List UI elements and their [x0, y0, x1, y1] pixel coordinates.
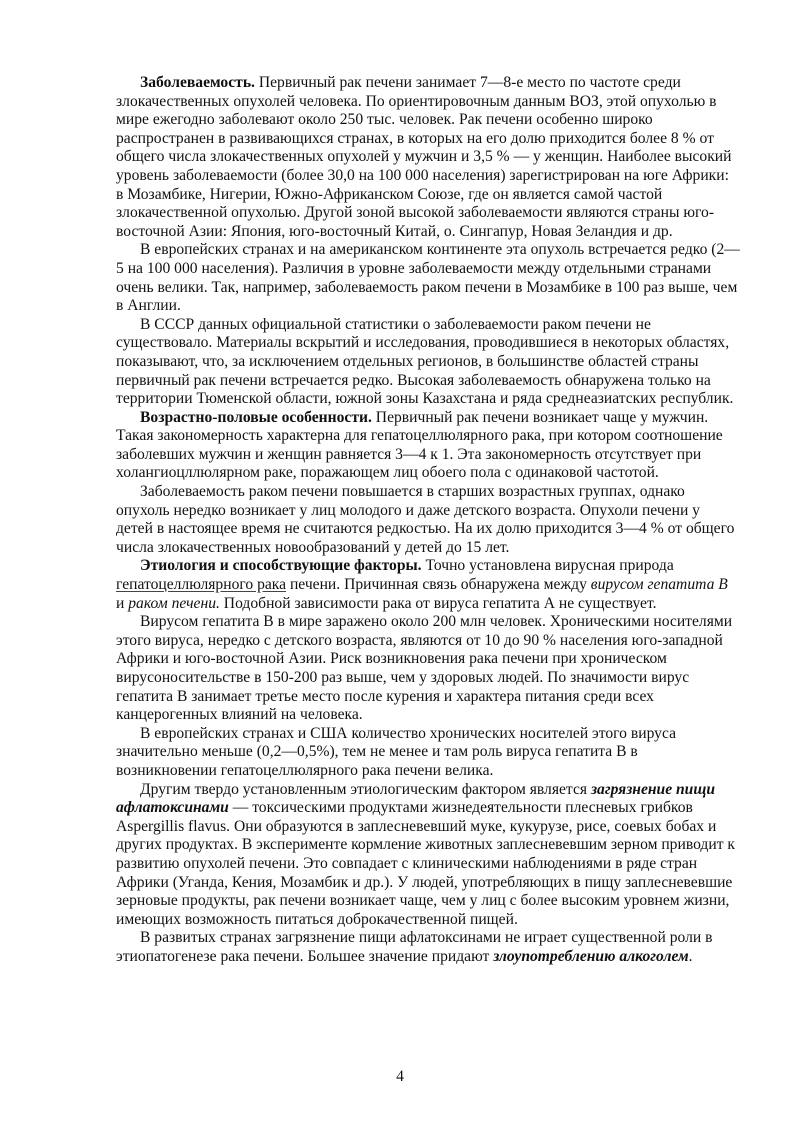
- paragraph-text: и: [116, 594, 129, 612]
- heading-age-sex: Возрастно-половые особенности.: [140, 408, 372, 426]
- paragraph-text: Первичный рак печени занимает 7—8-е место по частоте среди злокачественных опухолей человека. По ориентировочным данным ВОЗ, этой опухолью в мире ежегодно заболевают около 250 тыс. человек. Рак печени особенно широко распространен в развивающихся странах, в которых на его долю приходится более 8 % от общего числа злокачественных опухолей у мужчин и 3,5 % — у женщин. Наиболее высокий уровень заболеваемости (более 30,0 на 100 000 населения) зарегистрирован на юге Африки: в Мозамбике, Нигерии, Южно-Африканском Союзе, где он является самой частой злокачественной опухолью. Другой зоной высокой заболеваемости являются страны юго-восточной Азии: Япония, юго-восточный Китай, о. Сингапур, Новая Зеландия и др.: [116, 74, 732, 240]
- paragraph-text: печени. Причинная связь обнаружена между: [286, 576, 591, 594]
- paragraph-developed-countries: [116, 929, 740, 966]
- paragraph-text: Другим твердо установленным этиологическим фактором является: [140, 780, 591, 798]
- heading-etiology: Этиология и способствующие факторы.: [140, 557, 422, 575]
- paragraph-text: Заболеваемость раком печени повышается в старших возрастных группах, однако опухоль нередко возникает у лиц молодого и даже детского возраста. Опухоли печени у детей в настоящее время не считаются редкостью. На их долю приходится 3—4 % от общего числа злокачественных новообразований у детей до 15 лет.: [116, 483, 735, 556]
- paragraph-text: Вирусом гепатита В в мире заражено около 200 млн человек. Хроническими носителями этого вируса, нередко с детского возраста, являются от 10 до 90 % населения юго-западной Африки и юго-восточной Азии. Риск возникновения рака печени при хроническом вирусоносительстве в 150-200 раз выше, чем у здоровых людей. По значимости вирус гепатита В занимает третье место после курения и характера питания среди всех канцерогенных влияний на человека.: [116, 613, 733, 724]
- paragraph-text: .: [688, 947, 693, 965]
- document-page: [116, 74, 740, 967]
- paragraph-text: В СССР данных официальной статистики о заболеваемости раком печени не существовало. Материалы вскрытий и исследования, проводившиеся в некоторых областях, показывают, что, за исключением отдельных регионов, в большинстве областей страны первичный рак печени встречается редко. Высокая заболеваемость обнаружена только на территории Тюменской области, южной зоны Казахстана и ряда среднеазиатских республик.: [116, 315, 734, 408]
- paragraph-text: Подобной зависимости рака от вируса гепатита А не существует.: [219, 594, 657, 612]
- paragraph-age-sex: [116, 409, 740, 483]
- paragraph-incidence: [116, 74, 740, 241]
- paragraph-text: В европейских странах и на американском континенте эта опухоль встречается редко (2—5 на 100 000 населения). Различия в уровне заболеваемости между отдельными странами очень велики. Так, например, заболеваемость раком печени в Мозамбике в 100 раз выше, чем в Англии.: [116, 241, 740, 315]
- paragraph-text: — токсическими продуктами жизнедеятельности плесневых грибков Aspergillis flavus. Они образуются в заплесневевший муке, кукурузе, рисе, соевых бобах и других продуктах. В эксперименте кормление животных заплесневевшим зерном приводит к развитию опухолей печени. Это совпадает с клиническими наблюдениями в ряде стран Африки (Уганда, Кения, Мозамбик и др.). У людей, употребляющих в пищу заплесневевшие зерновые продукты, рак печени возникает чаще, чем у лиц с более высоким уровнем жизни, имеющих возможность питаться доброкачественной пищей.: [116, 799, 735, 928]
- paragraph-text: В европейских странах и США количество хронических носителей этого вируса значительно меньше (0,2—0,5%), тем не менее и там роль вируса гепатита В в возникновении гепатоцеллюлярного рака печени велика.: [116, 724, 676, 779]
- paragraph-europe-america: [116, 241, 740, 315]
- paragraph-etiology: [116, 557, 740, 613]
- paragraph-age-groups: [116, 483, 740, 557]
- page-number: 4: [396, 1068, 404, 1085]
- paragraph-text: В развитых странах загрязнение пищи афлатоксинами не играет существенной роли в этиопатогенезе рака печени. Большее значение придают: [116, 929, 713, 965]
- paragraph-hepatitis-b: [116, 613, 740, 725]
- alcohol-abuse-term: злоупотреблению алкоголем: [493, 947, 689, 965]
- paragraph-text: Первичный рак печени возникает чаще у мужчин. Такая закономерность характерна для гепатоцеллюлярного рака, при котором соотношение заболевших мужчин и женщин равняется 3—4 к 1. Эта закономерность отсутствует при холангиоцллюлярном раке, поражающем лиц обоего пола с одинаковой частотой.: [116, 408, 723, 482]
- paragraph-europe-usa-carriers: [116, 725, 740, 781]
- heading-incidence: Заболеваемость.: [140, 74, 255, 91]
- aflatoxin-term: загрязнение пищи афлатоксинами: [116, 780, 716, 817]
- hepatitis-b-term: вирусом гепатита В: [590, 576, 728, 594]
- hepatocellular-cancer-link[interactable]: гепатоцеллюлярного рака: [116, 576, 287, 594]
- paragraph-ussr: [116, 316, 740, 409]
- paragraph-text: Точно установлена вирусная природа: [421, 557, 674, 575]
- paragraph-aflatoxins: [116, 781, 740, 930]
- liver-cancer-term: раком печени.: [128, 594, 220, 612]
